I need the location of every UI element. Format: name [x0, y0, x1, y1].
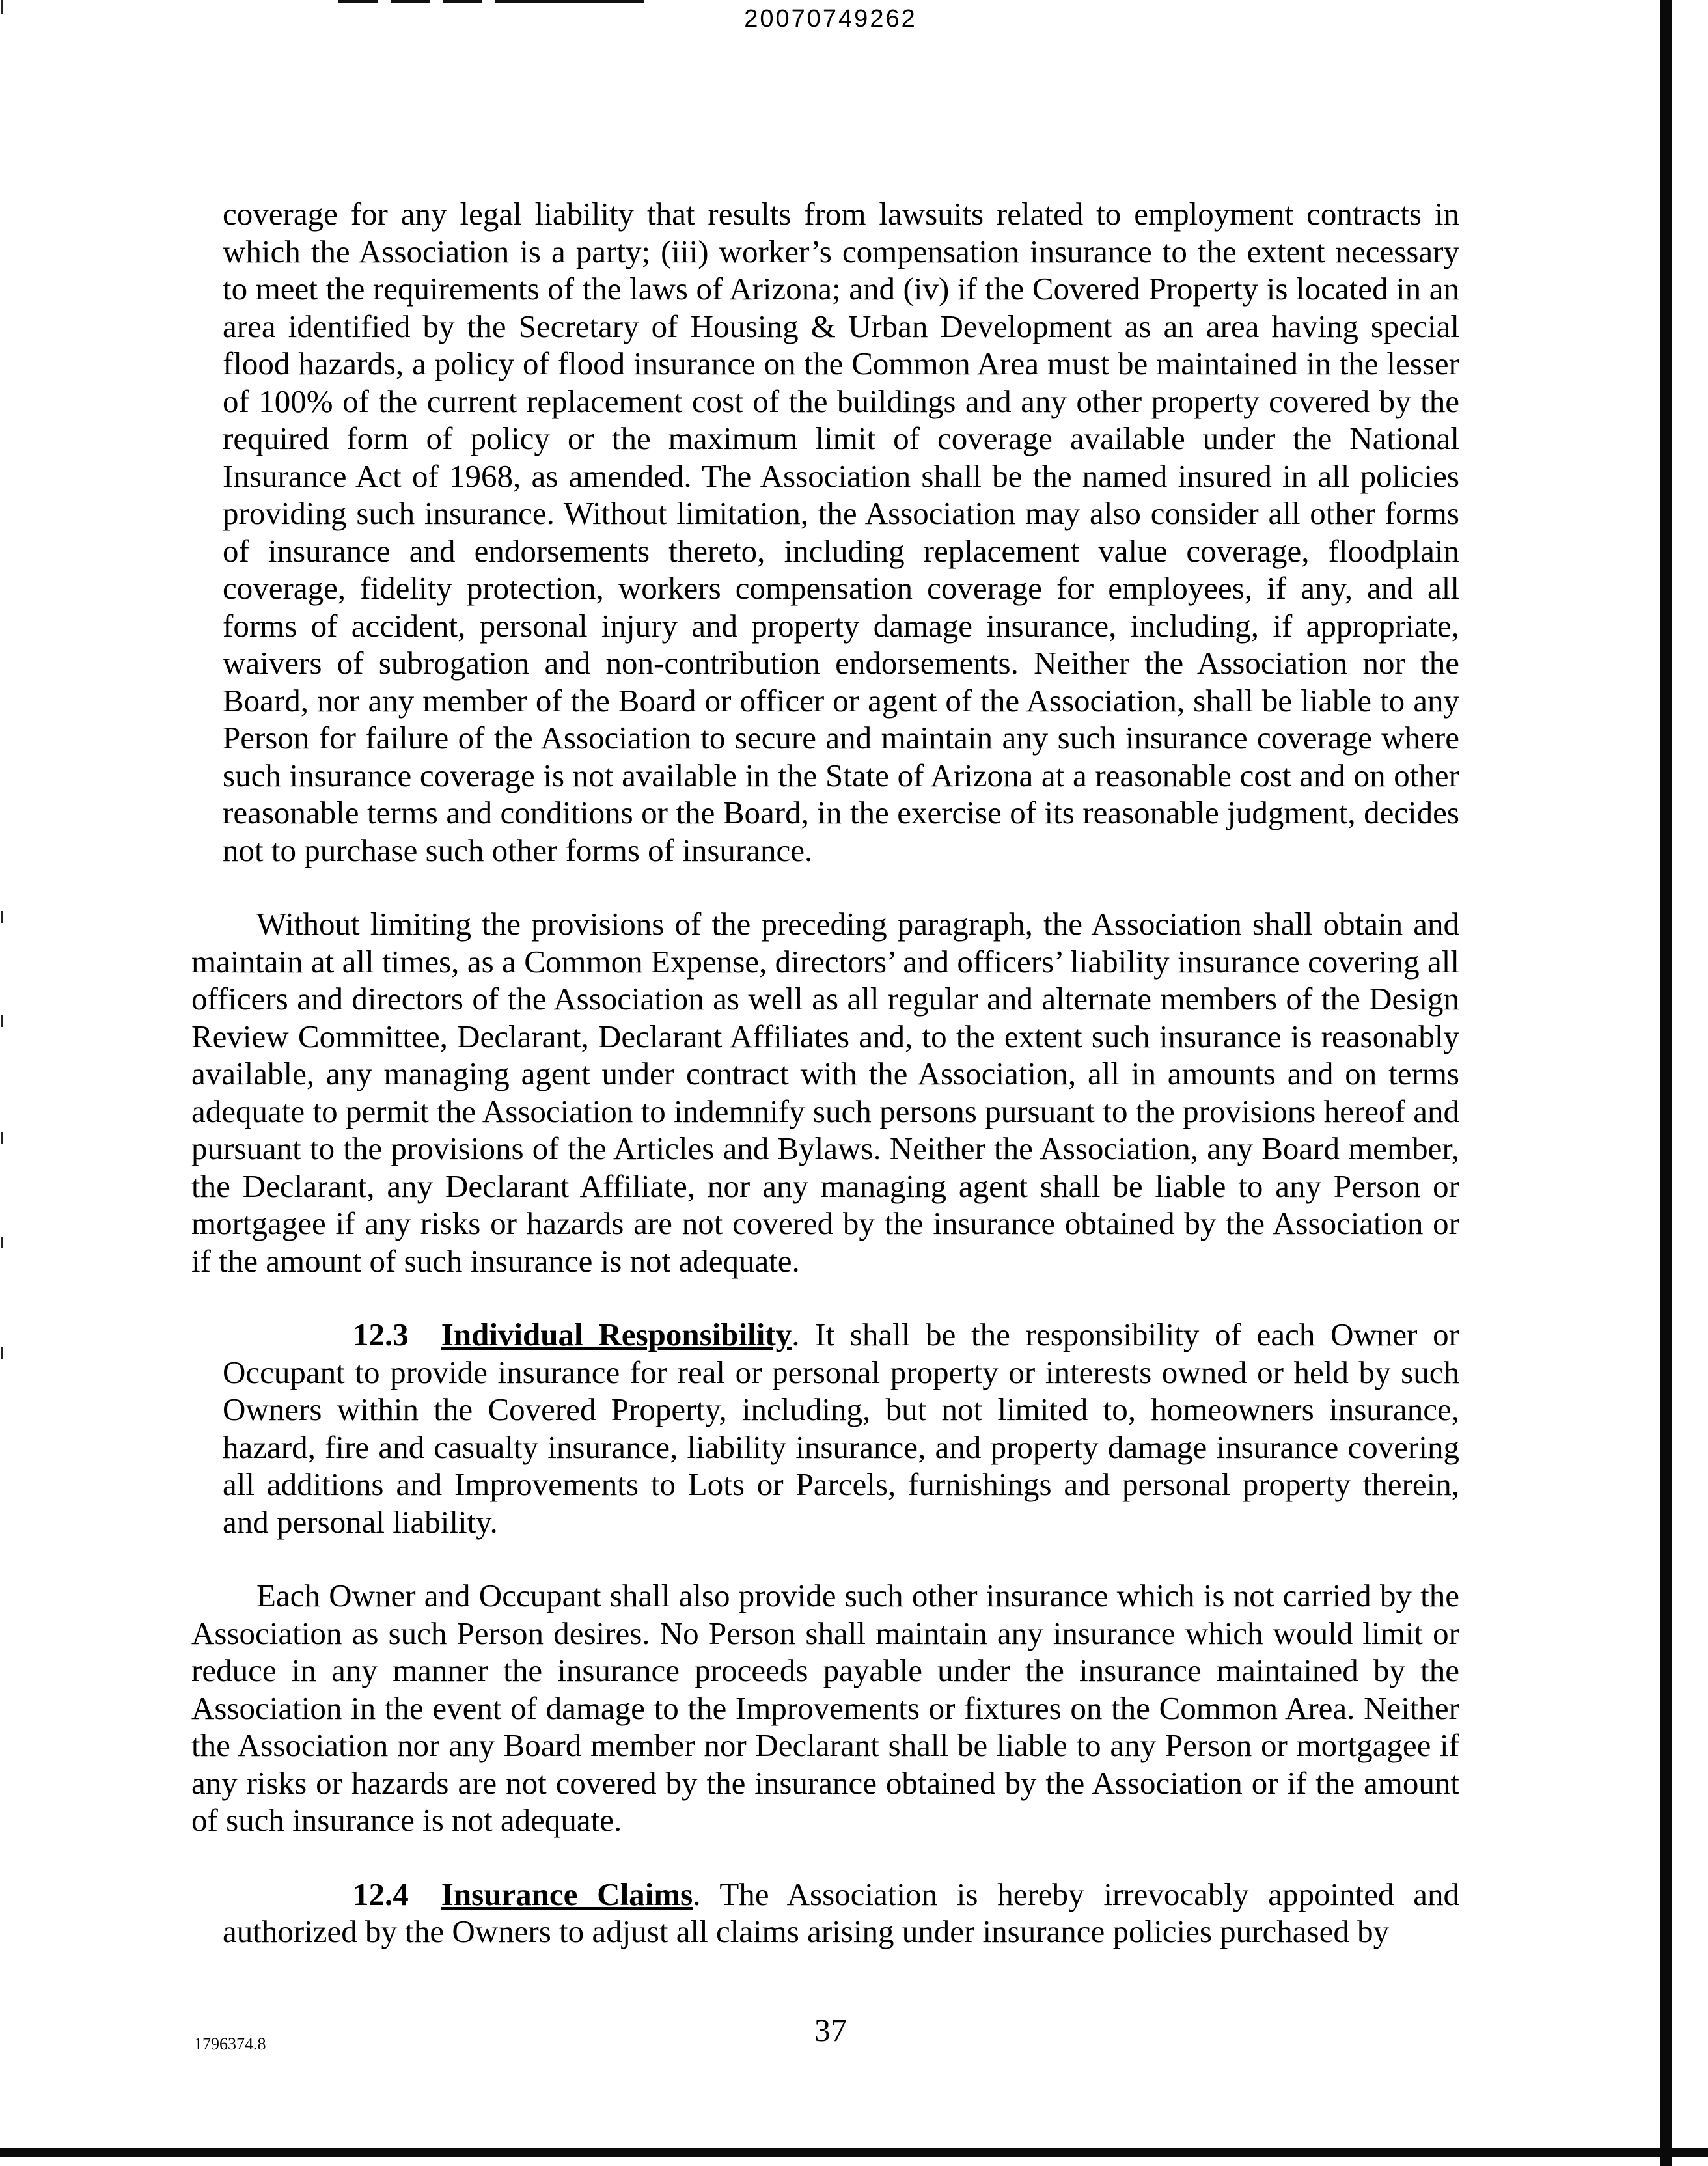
section-number: 12.4	[353, 1876, 409, 1912]
paragraph: coverage for any legal liability that results from lawsuits related to employment contracts in which the Association is a party; (iii) worker’s compensation insurance to the extent necessary to meet the requirements of the laws of Arizona; and (iv) if the Covered Property is located in an area identified by the Secretary of Housing & Urban Development as an area having special flood hazards, a policy of flood insurance on the Common Area must be maintained in the lesser of 100% of the current replacement cost of the buildings and any other property covered by the required form of policy or the maximum limit of coverage available under the National Insurance Act of 1968, as amended. The Association shall be the named insured in all policies providing such insurance. Without limitation, the Association may also consider all other forms of insurance and endorsements thereto, including replacement value coverage, floodplain coverage, fidelity protection, workers compensation coverage for employees, if any, and all forms of accident, personal injury and property damage insurance, including, if appropriate, waivers of subrogation and non-contribution endorsements. Neither the Association nor the Board, nor any member of the Board or officer or agent of the Association, shall be liable to any Person for failure of the Association to secure and maintain any such insurance coverage where such insurance coverage is not available in the State of Arizona at a reasonable cost and on other reasonable terms and conditions or the Board, in the exercise of its reasonable judgment, decides not to purchase such other forms of insurance.	[223, 196, 1459, 868]
scan-border-right	[1660, 0, 1672, 2166]
document-body	[191, 195, 1460, 1987]
section-paragraph	[223, 1876, 1459, 1951]
section-text: . The Association is hereby irrevocably appointed and authorized by the Owners to adjust all claims arising under insurance policies purchased by	[223, 1876, 1460, 1949]
section-paragraph	[223, 1316, 1459, 1541]
section-heading: Insurance Claims	[441, 1876, 693, 1912]
section-heading: Individual Responsibility	[441, 1317, 792, 1352]
section-number: 12.3	[353, 1317, 409, 1352]
section-text: . It shall be the responsibility of each Owner or Occupant to provide insurance for real or personal property or interests owned or held by such Owners within the Covered Property, including, but not limited to, homeowners insurance, hazard, fire and casualty insurance, liability insurance, and property damage insurance covering all additions and Improvements to Lots or Parcels, furnishings and personal property therein, and personal liability.	[223, 1317, 1459, 1540]
footer-document-id: 1796374.8	[194, 2035, 266, 2053]
document-number: 20070749262	[744, 5, 917, 33]
page-number: 37	[814, 2012, 847, 2048]
paragraph: Without limiting the provisions of the preceding paragraph, the Association shall obtain and maintain at all times, as a Common Expense, directors’ and officers’ liability insurance covering all officers and directors of the Association as well as all regular and alternate members of the Design Review Committee, Declarant, Declarant Affiliates and, to the extent such insurance is reasonably available, any managing agent under contract with the Association, all in amounts and on terms adequate to permit the Association to indemnify such persons pursuant to the provisions hereof and pursuant to the provisions of the Articles and Bylaws. Neither the Association, any Board member, the Declarant, any Declarant Affiliate, nor any managing agent shall be liable to any Person or mortgagee if any risks or hazards are not covered by the insurance obtained by the Association or if the amount of such insurance is not adequate.	[191, 906, 1459, 1279]
paragraph: Each Owner and Occupant shall also provide such other insurance which is not carried by the Association as such Person desires. No Person shall maintain any insurance which would limit or reduce in any manner the insurance proceeds payable under the insurance maintained by the Association in the event of damage to the Improvements or fixtures on the Common Area. Neither the Association nor any Board member nor Declarant shall be liable to any Person or mortgagee if any risks or hazards are not covered by the insurance obtained by the Association or if the amount of such insurance is not adequate.	[191, 1578, 1459, 1838]
scan-border-bottom	[0, 2148, 1708, 2157]
